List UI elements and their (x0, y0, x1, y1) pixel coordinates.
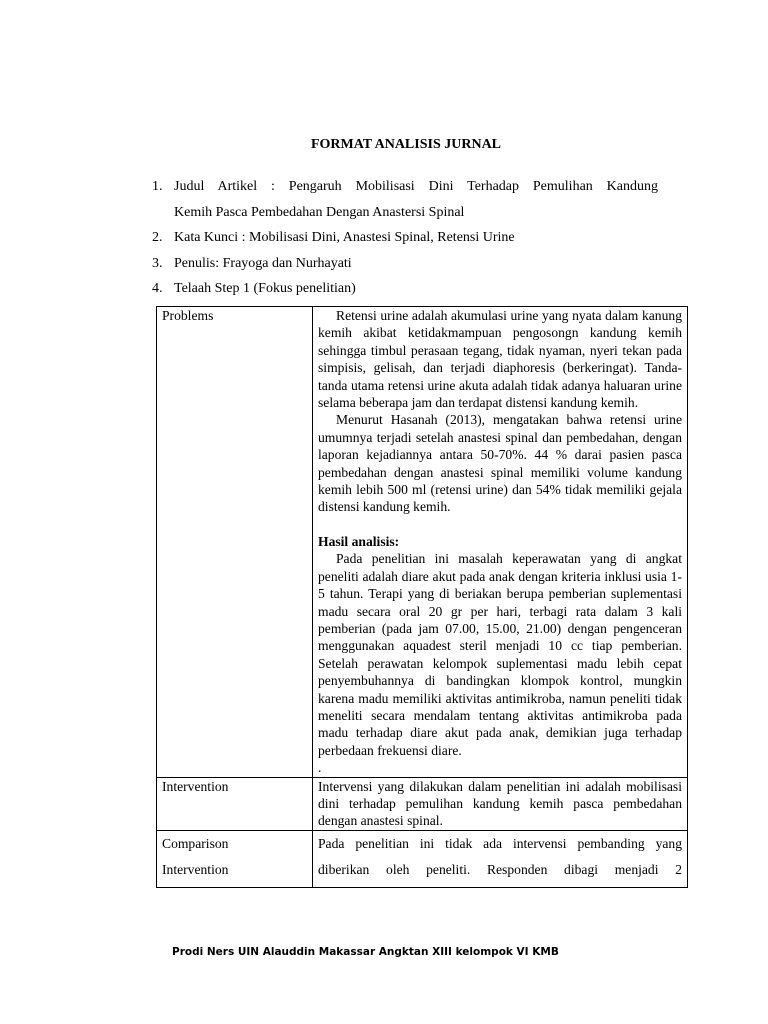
table-row-comparison (157, 830, 688, 887)
comparison-label-line2: Intervention (162, 861, 229, 877)
list-number: 2. (152, 230, 163, 245)
problems-paragraph-1: Retensi urine adalah akumulasi urine yang nyata dalam kanung kemih akibat ketidakmampuan pengosongn kandung kemih sehingga timbul perasaan tegang, tidak nyaman, nyeri tekan pada simpisis, gelisah, dan terjadi diaphoresis (berkeringat). Tanda-tanda utama retensi urine akuta adalah tidak adanya haluaran urine selama beberapa jam dan terdapat distensi kandung kemih. (318, 308, 682, 411)
telaah-table (156, 306, 688, 888)
judul-artikel-line1: Judul Artikel : Pengaruh Mobilisasi Dini Terhadap Pemulihan Kandung (174, 179, 658, 194)
problems-paragraph-2: Menurut Hasanah (2013), mengatakan bahwa retensi urine umumnya terjadi setelah anastesi spinal dan pembedahan, dengan laporan kejadiannya antara 50-70%. 44 % darai pasien pasca pembedahan dengan anastesi spinal memiliki volume kandung kemih lebih 500 ml (retensi urine) dan 54% tidak memiliki gejala distensi kandung kemih. (318, 412, 682, 515)
table-row-problems (157, 307, 688, 778)
intervention-label: Intervention (157, 777, 313, 830)
page-footer: Prodi Ners UIN Alauddin Makassar Angktan XIII kelompok VI KMB (172, 946, 559, 958)
penulis-text: Penulis: Frayoga dan Nurhayati (174, 256, 352, 271)
comparison-label (157, 830, 313, 887)
list-number: 1. (152, 179, 163, 194)
hasil-analisis-heading: Hasil analisis: (318, 533, 400, 549)
hasil-analisis-paragraph: Pada penelitian ini masalah keperawatan yang di angkat peneliti adalah diare akut pada anak dengan kriteria inklusi usia 1-5 tahun. Terapi yang di beriakan berupa pemberian suplementasi madu secara oral 20 gr per hari, terbagi rata dalam 3 kali pemberian (pada jam 07.00, 15.00, 21.00) dengan pengenceran menggunakan aquadest steril menjadi 10 cc tiap pemberian. Setelah perawatan kelompok suplementasi madu lebih cepat penyembuhannya di bandingkan klompok kontrol, mungkin karena madu memiliki aktivitas antimikroba, namun peneliti tidak meneliti secara mendalam tentang aktivitas antimikroba pada madu terhadap diare akut pada anak, demikian juga terhadap perbedaan frekuensi diare. (318, 551, 682, 758)
telaah-text: Telaah Step 1 (Fokus penelitian) (174, 281, 356, 296)
comparison-line1: Pada penelitian ini tidak ada intervensi pembanding yang (318, 835, 682, 851)
problems-content (313, 307, 688, 778)
table-row-intervention (157, 777, 688, 830)
kata-kunci-text: Kata Kunci : Mobilisasi Dini, Anastesi Spinal, Retensi Urine (174, 230, 515, 245)
comparison-label-line1: Comparison (162, 835, 229, 851)
trailing-dot: . (318, 760, 322, 776)
comparison-line2: diberikan oleh peneliti. Responden dibagi menjadi 2 (318, 861, 682, 877)
list-number: 4. (152, 281, 163, 296)
comparison-content (313, 830, 688, 887)
document-title: FORMAT ANALISIS JURNAL (310, 137, 502, 152)
problems-label: Problems (157, 307, 313, 778)
list-number: 3. (152, 256, 163, 271)
intervention-content: Intervensi yang dilakukan dalam penelitian ini adalah mobilisasi dini terhadap pemulihan kandung kemih pasca pembedahan dengan anastesi spinal. (313, 777, 688, 830)
